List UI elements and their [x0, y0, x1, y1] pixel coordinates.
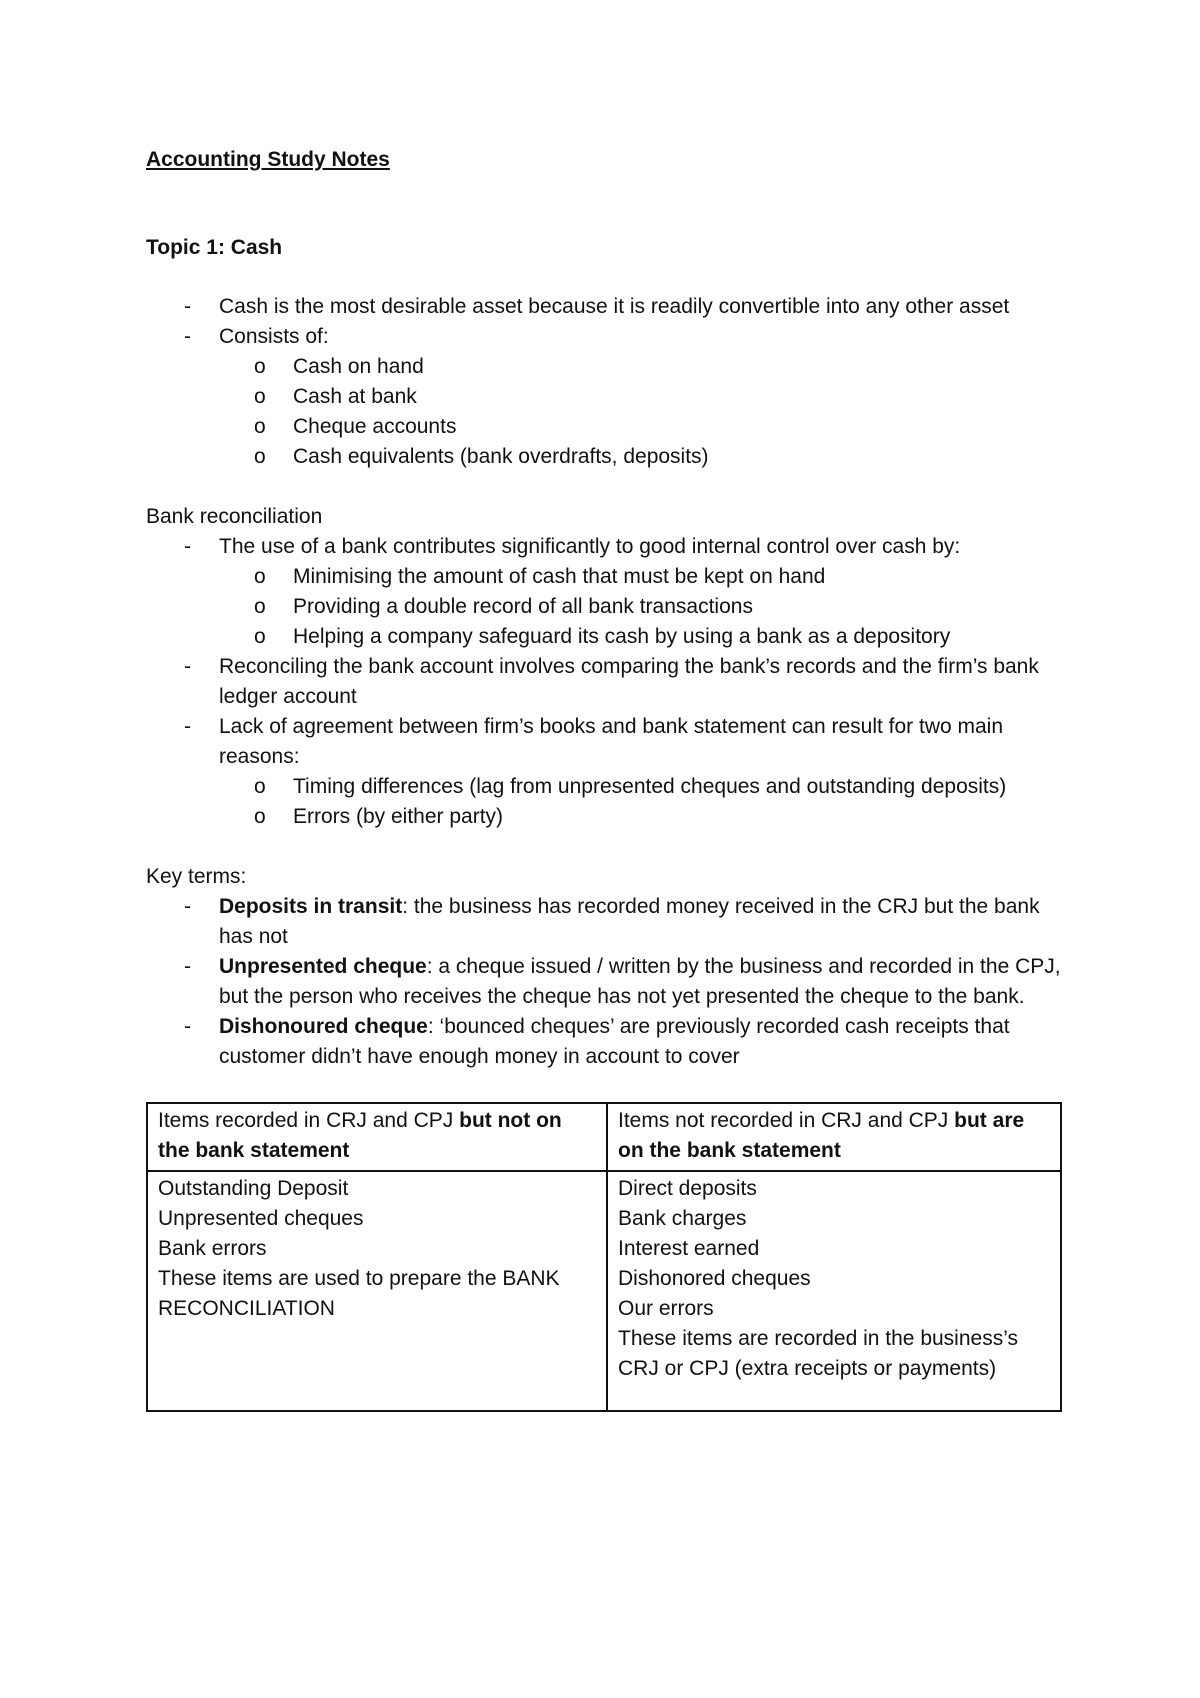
dash-bullet: - [184, 895, 191, 918]
list-item [146, 592, 1066, 622]
circle-bullet: o [254, 625, 266, 648]
list-item [146, 802, 1066, 832]
bullet-text: Minimising the amount of cash that must be kept on hand [293, 565, 826, 588]
term-definition: : ‘bounced cheques’ are previously recorded cash receipts that customer didn’t have enough money in account to cover [219, 1015, 1010, 1068]
bank-reconciliation-heading: Bank reconciliation [146, 505, 323, 528]
table-header-row [147, 1103, 1061, 1171]
cell-line: These items are used to prepare the BANK RECONCILIATION [158, 1267, 560, 1320]
circle-bullet: o [254, 805, 266, 828]
dash-bullet: - [184, 715, 191, 738]
term-label: Unpresented cheque [219, 955, 427, 978]
circle-bullet: o [254, 775, 266, 798]
bank-rec-sublist [146, 562, 1066, 652]
bullet-text: Reconciling the bank account involves comparing the bank’s records and the firm’s bank ledger account [219, 655, 1039, 708]
circle-bullet: o [254, 595, 266, 618]
list-item [146, 532, 1066, 562]
table-cell [147, 1171, 607, 1411]
cell-line: Bank errors [158, 1237, 267, 1260]
list-item [146, 562, 1066, 592]
comparison-table [146, 1102, 1062, 1412]
circle-bullet: o [254, 355, 266, 378]
list-item [146, 652, 1066, 712]
bullet-text: Helping a company safeguard its cash by using a bank as a depository [293, 625, 951, 648]
bullet-text: Cash equivalents (bank overdrafts, deposits) [293, 445, 709, 468]
document-title: Accounting Study Notes [146, 148, 390, 171]
cell-line: Bank charges [618, 1207, 747, 1230]
bullet-text: Cash at bank [293, 385, 417, 408]
dash-bullet: - [184, 655, 191, 678]
dash-bullet: - [184, 955, 191, 978]
term-definition: : the business has recorded money received in the CRJ but the bank has not [219, 895, 1040, 948]
list-item [146, 442, 1066, 472]
bank-rec-list [146, 532, 1066, 562]
bullet-text: Consists of: [219, 325, 329, 348]
cell-line: Our errors [618, 1297, 714, 1320]
cell-line: Interest earned [618, 1237, 760, 1260]
bullet-text: Cheque accounts [293, 415, 457, 438]
reasons-sublist [146, 772, 1066, 832]
key-terms-list [146, 892, 1066, 1072]
dash-bullet: - [184, 1015, 191, 1038]
cash-bullet-list [146, 292, 1066, 352]
bullet-text: Cash is the most desirable asset because it is readily convertible into any other asset [219, 295, 1010, 318]
circle-bullet: o [254, 565, 266, 588]
term-definition: : a cheque issued / written by the business and recorded in the CPJ, but the person who receives the cheque has not yet presented the cheque to the bank. [219, 955, 1061, 1008]
list-item [146, 772, 1066, 802]
list-item [146, 322, 1066, 352]
table-header-cell [607, 1103, 1061, 1171]
topic-heading: Topic 1: Cash [146, 236, 283, 259]
list-item [146, 1012, 1066, 1072]
list-item [146, 622, 1066, 652]
consists-of-list [146, 352, 1066, 472]
dash-bullet: - [184, 535, 191, 558]
term-label: Dishonoured cheque [219, 1015, 428, 1038]
dash-bullet: - [184, 325, 191, 348]
bullet-text: Errors (by either party) [293, 805, 504, 828]
cell-line: These items are recorded in the business’s CRJ or CPJ (extra receipts or payments) [618, 1327, 1018, 1380]
circle-bullet: o [254, 385, 266, 408]
cell-line: Unpresented cheques [158, 1207, 364, 1230]
table-header-cell [147, 1103, 607, 1171]
bullet-text: Cash on hand [293, 355, 424, 378]
cell-line: Dishonored cheques [618, 1267, 811, 1290]
header-bold-text: but not on the bank statement [158, 1109, 562, 1162]
table-row [147, 1171, 1061, 1411]
list-item [146, 412, 1066, 442]
list-item [146, 382, 1066, 412]
bullet-text: The use of a bank contributes significantly to good internal control over cash by: [219, 535, 961, 558]
header-plain-text: Items not recorded in CRJ and CPJ [618, 1109, 955, 1132]
dash-bullet: - [184, 295, 191, 318]
bullet-text: Lack of agreement between firm’s books and bank statement can result for two main reasons: [219, 715, 1004, 768]
list-item [146, 352, 1066, 382]
list-item [146, 952, 1066, 1012]
cell-line: Direct deposits [618, 1177, 757, 1200]
term-label: Deposits in transit [219, 895, 403, 918]
bullet-text: Timing differences (lag from unpresented cheques and outstanding deposits) [293, 775, 1007, 798]
list-item [146, 712, 1066, 772]
circle-bullet: o [254, 415, 266, 438]
header-plain-text: Items recorded in CRJ and CPJ [158, 1109, 460, 1132]
key-terms-heading: Key terms: [146, 865, 247, 888]
bank-rec-list-cont [146, 652, 1066, 772]
cell-line: Outstanding Deposit [158, 1177, 349, 1200]
circle-bullet: o [254, 445, 266, 468]
table-cell [607, 1171, 1061, 1411]
header-bold-text: but are on the bank statement [618, 1109, 1025, 1162]
list-item [146, 892, 1066, 952]
document-page [146, 145, 1066, 1412]
list-item [146, 292, 1066, 322]
bullet-text: Providing a double record of all bank transactions [293, 595, 753, 618]
